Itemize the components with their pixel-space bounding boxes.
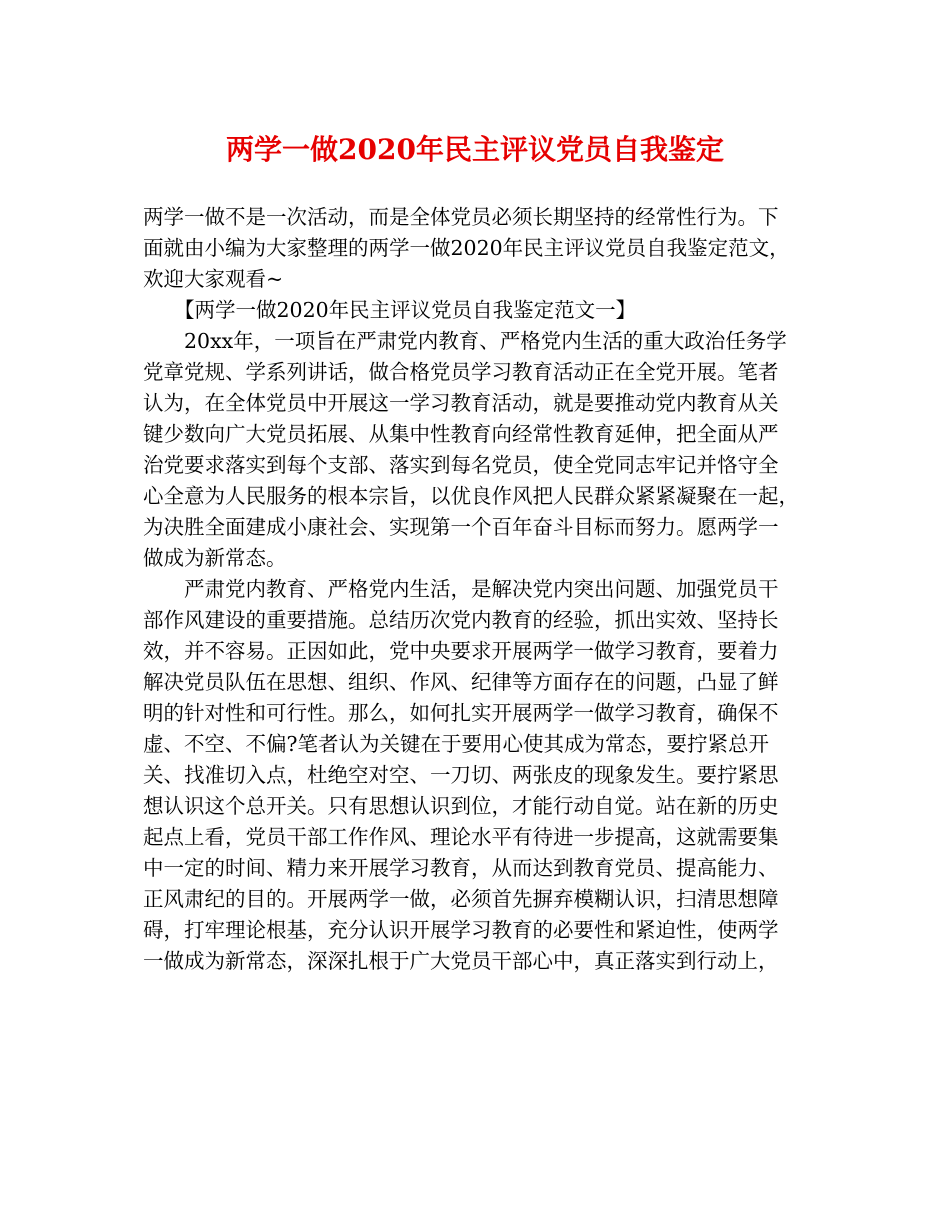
text-line: 起点上看，党员干部工作作风、理论水平有待进一步提高，这就需要集 [143, 825, 779, 849]
text-line: 想认识这个总开关。只有思想认识到位，才能行动自觉。站在新的历史 [143, 794, 779, 818]
text-line: 心全意为人民服务的根本宗旨，以优良作风把人民群众紧紧凝聚在一起， [143, 484, 799, 508]
text-line: 解决党员队伍在思想、组织、作风、纪律等方面存在的问题，凸显了鲜 [143, 670, 779, 694]
text-line: 20xx年，一项旨在严肃党内教育、严格党内生活的重大政治任务学 [184, 329, 787, 353]
text-line: 面就由小编为大家整理的两学一做2020年民主评议党员自我鉴定范文， [143, 236, 790, 260]
text-line: 做成为新常态。 [143, 546, 287, 570]
text-line: 键少数向广大党员拓展、从集中性教育向经常性教育延伸，把全面从严 [143, 422, 779, 446]
text-line: 欢迎大家观看~ [143, 267, 284, 291]
text-line: 认为，在全体党员中开展这一学习教育活动，就是要推动党内教育从关 [143, 391, 779, 415]
text-line: 碍，打牢理论根基，充分认识开展学习教育的必要性和紧迫性，使两学 [143, 918, 779, 942]
paragraph-2 [143, 574, 813, 977]
text-line: 虚、不空、不偏?笔者认为关键在于要用心使其成为常态，要拧紧总开 [143, 732, 769, 756]
text-line: 党章党规、学系列讲话，做合格党员学习教育活动正在全党开展。笔者 [143, 360, 779, 384]
text-line: 严肃党内教育、严格党内生活，是解决党内突出问题、加强党员干 [184, 577, 779, 601]
text-line: 明的针对性和可行性。那么，如何扎实开展两学一做学习教育，确保不 [143, 701, 779, 725]
section-heading [143, 295, 813, 326]
text-line: 部作风建设的重要措施。总结历次党内教育的经验，抓出实效、坚持长 [143, 608, 779, 632]
intro-paragraph [143, 202, 813, 295]
text-line: 关、找准切入点，杜绝空对空、一刀切、两张皮的现象发生。要拧紧思 [143, 763, 779, 787]
text-line: 两学一做不是一次活动，而是全体党员必须长期坚持的经常性行为。下 [143, 205, 779, 229]
document-body [143, 202, 813, 977]
text-line: 为决胜全面建成小康社会、实现第一个百年奋斗目标而努力。愿两学一 [143, 515, 779, 539]
section-heading-text: 【两学一做2020年民主评议党员自我鉴定范文一】 [174, 298, 637, 322]
text-line: 一做成为新常态，深深扎根于广大党员干部心中，真正落实到行动上， [143, 949, 779, 973]
text-line: 治党要求落实到每个支部、落实到每名党员，使全党同志牢记并恪守全 [143, 453, 779, 477]
text-line: 中一定的时间、精力来开展学习教育，从而达到教育党员、提高能力、 [143, 856, 779, 880]
paragraph-1 [143, 326, 813, 574]
text-line: 效，并不容易。正因如此，党中央要求开展两学一做学习教育，要着力 [143, 639, 779, 663]
text-line: 正风肃纪的目的。开展两学一做，必须首先摒弃模糊认识，扫清思想障 [143, 887, 779, 911]
document-title: 两学一做2020年民主评议党员自我鉴定 [226, 133, 724, 166]
